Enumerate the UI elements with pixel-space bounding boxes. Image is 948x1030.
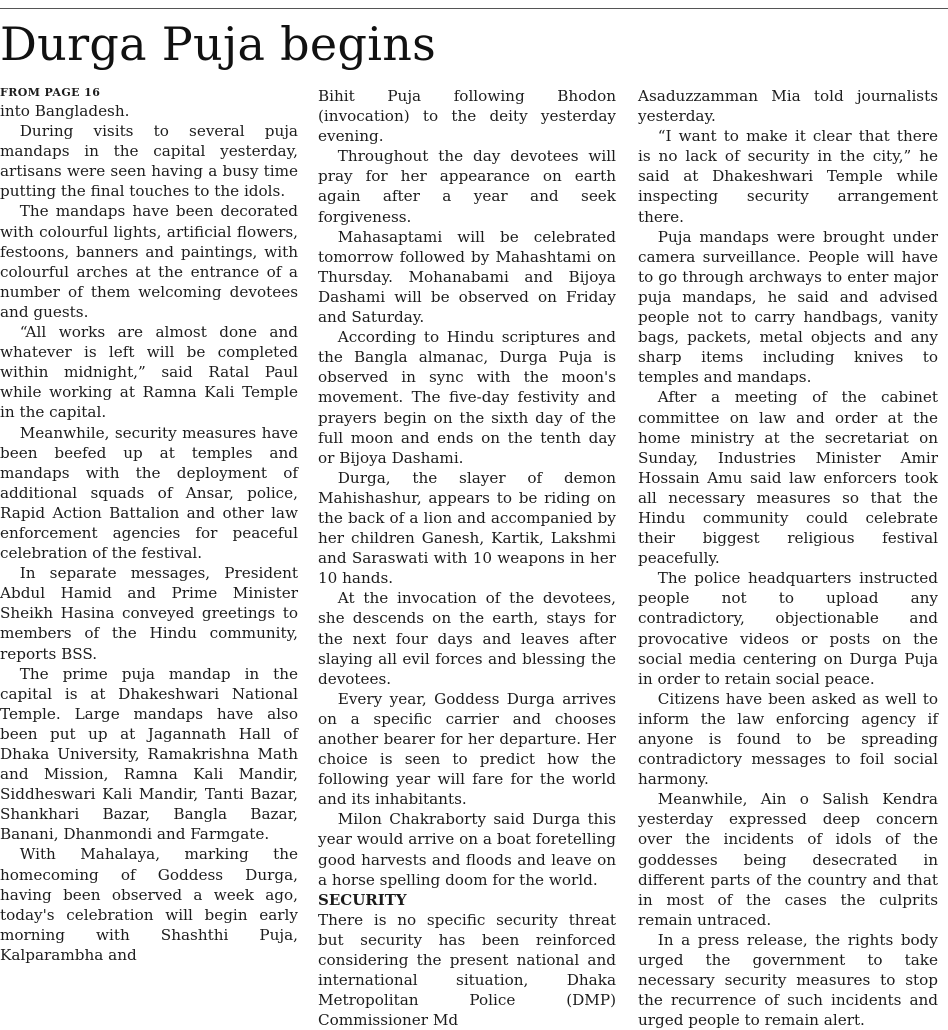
article-paragraph: into Bangladesh. xyxy=(0,102,130,120)
article-paragraph: After a meeting of the cabinet committee on law and order at the home ministry at the secretariat on Sunday, Industries Minister Amir Hossain Amu said law enforcers took all necessary measures so that the Hindu community could celebrate their biggest religious festival peacefully. xyxy=(638,388,938,568)
article-column-1 xyxy=(0,86,298,965)
article-paragraph: Every year, Goddess Durga arrives on a specific carrier and chooses another bearer for her departure. Her choice is seen to predict how the following year will fare for the world and its inhabitants. xyxy=(318,689,616,809)
article-paragraph: During visits to several puja mandaps in the capital yesterday, artisans were seen having a busy time putting the final touches to the idols. xyxy=(0,122,298,201)
article-paragraph: Asaduzzamman Mia told journalists yesterday. xyxy=(638,87,938,126)
top-rule xyxy=(0,8,948,9)
article-paragraph: The prime puja mandap in the capital is at Dhakeshwari National Temple. Large mandaps have also been put up at Jagannath Hall of Dhaka University, Ramakrishna Math and Mission, Ramna Kali Mandir, Siddheswari Kali Mandir, Tanti Bazar, Shankhari Bazar, Bangla Bazar, Banani, Dhanmondi and Farmgate. xyxy=(0,664,298,844)
article-column-3 xyxy=(638,86,938,1030)
section-subhead: SECURITY xyxy=(318,890,407,909)
article-paragraph: The mandaps have been decorated with colourful lights, artificial flowers, festoons, banners and paintings, with colourful arches at the entrance of a number of them welcoming devotees and guests. xyxy=(0,202,298,321)
article-paragraph: There is no specific security threat but security has been reinforced considering the present national and international situation, Dhaka Metropolitan Police (DMP) Commissioner Md xyxy=(318,910,616,1030)
article-paragraph: “I want to make it clear that there is no lack of security in the city,” he said at Dhakeshwari Temple while inspecting security arrangement there. xyxy=(638,127,938,226)
article-paragraph: “All works are almost done and whatever is left will be completed within midnight,” said Ratal Paul while working at Ramna Kali Temple in the capital. xyxy=(0,323,298,422)
article-paragraph: In separate messages, President Abdul Hamid and Prime Minister Sheikh Hasina conveyed greetings to members of the Hindu community, reports BSS. xyxy=(0,564,298,663)
article-paragraph: Bihit Puja following Bhodon (invocation) to the deity yesterday evening. xyxy=(318,87,616,146)
article-column-2 xyxy=(318,86,616,1030)
article-paragraph: Mahasaptami will be celebrated tomorrow followed by Mahashtami on Thursday. Mohanabami and Bijoya Dashami will be observed on Friday and Saturday. xyxy=(318,227,616,327)
article-paragraph: Milon Chakraborty said Durga this year would arrive on a boat foretelling good harvests and floods and leave on a horse spelling doom for the world. xyxy=(318,810,616,889)
article-paragraph: According to Hindu scriptures and the Bangla almanac, Durga Puja is observed in sync with the moon's movement. The five-day festivity and prayers begin on the sixth day of the full moon and ends on the tenth day or Bijoya Dashami. xyxy=(318,328,616,467)
article-paragraph: Puja mandaps were brought under camera surveillance. People will have to go through archways to enter major puja mandaps, he said and advised people not to carry handbags, vanity bags, packets, metal objects and any sharp items including knives to temples and mandaps. xyxy=(638,227,938,387)
article-paragraph: At the invocation of the devotees, she descends on the earth, stays for the next four days and leaves after slaying all evil forces and blessing the devotees. xyxy=(318,589,616,688)
headline: Durga Puja begins xyxy=(0,17,437,71)
article-paragraph: Durga, the slayer of demon Mahishashur, appears to be riding on the back of a lion and accompanied by her children Ganesh, Kartik, Lakshmi and Saraswati with 10 weapons in her 10 hands. xyxy=(318,468,616,588)
article-paragraph: The police headquarters instructed people not to upload any contradictory, objectionable and provocative videos or posts on the social media centering on Durga Puja in order to retain social peace. xyxy=(638,569,938,688)
jump-kicker: FROM PAGE 16 xyxy=(0,86,101,99)
article-paragraph: With Mahalaya, marking the homecoming of Goddess Durga, having been observed a week ago, today's celebration will begin early morning with Shashthi Puja, Kalparambha and xyxy=(0,845,298,964)
article-paragraph: Meanwhile, security measures have been beefed up at temples and mandaps with the deployment of additional squads of Ansar, police, Rapid Action Battalion and other law enforcement agencies for peaceful celebration of the festival. xyxy=(0,423,298,563)
article-paragraph: Citizens have been asked as well to inform the law enforcing agency if anyone is found to be spreading contradictory messages to foil social harmony. xyxy=(638,689,938,789)
article-paragraph: In a press release, the rights body urged the government to take necessary security measures to stop the recurrence of such incidents and urged people to remain alert. xyxy=(638,930,938,1030)
article-paragraph: Throughout the day devotees will pray for her appearance on earth again after a year and seek forgiveness. xyxy=(318,147,616,226)
article-paragraph: Meanwhile, Ain o Salish Kendra yesterday expressed deep concern over the incidents of idols of the goddesses being desecrated in different parts of the country and that in most of the cases the culprits remain untraced. xyxy=(638,790,938,929)
